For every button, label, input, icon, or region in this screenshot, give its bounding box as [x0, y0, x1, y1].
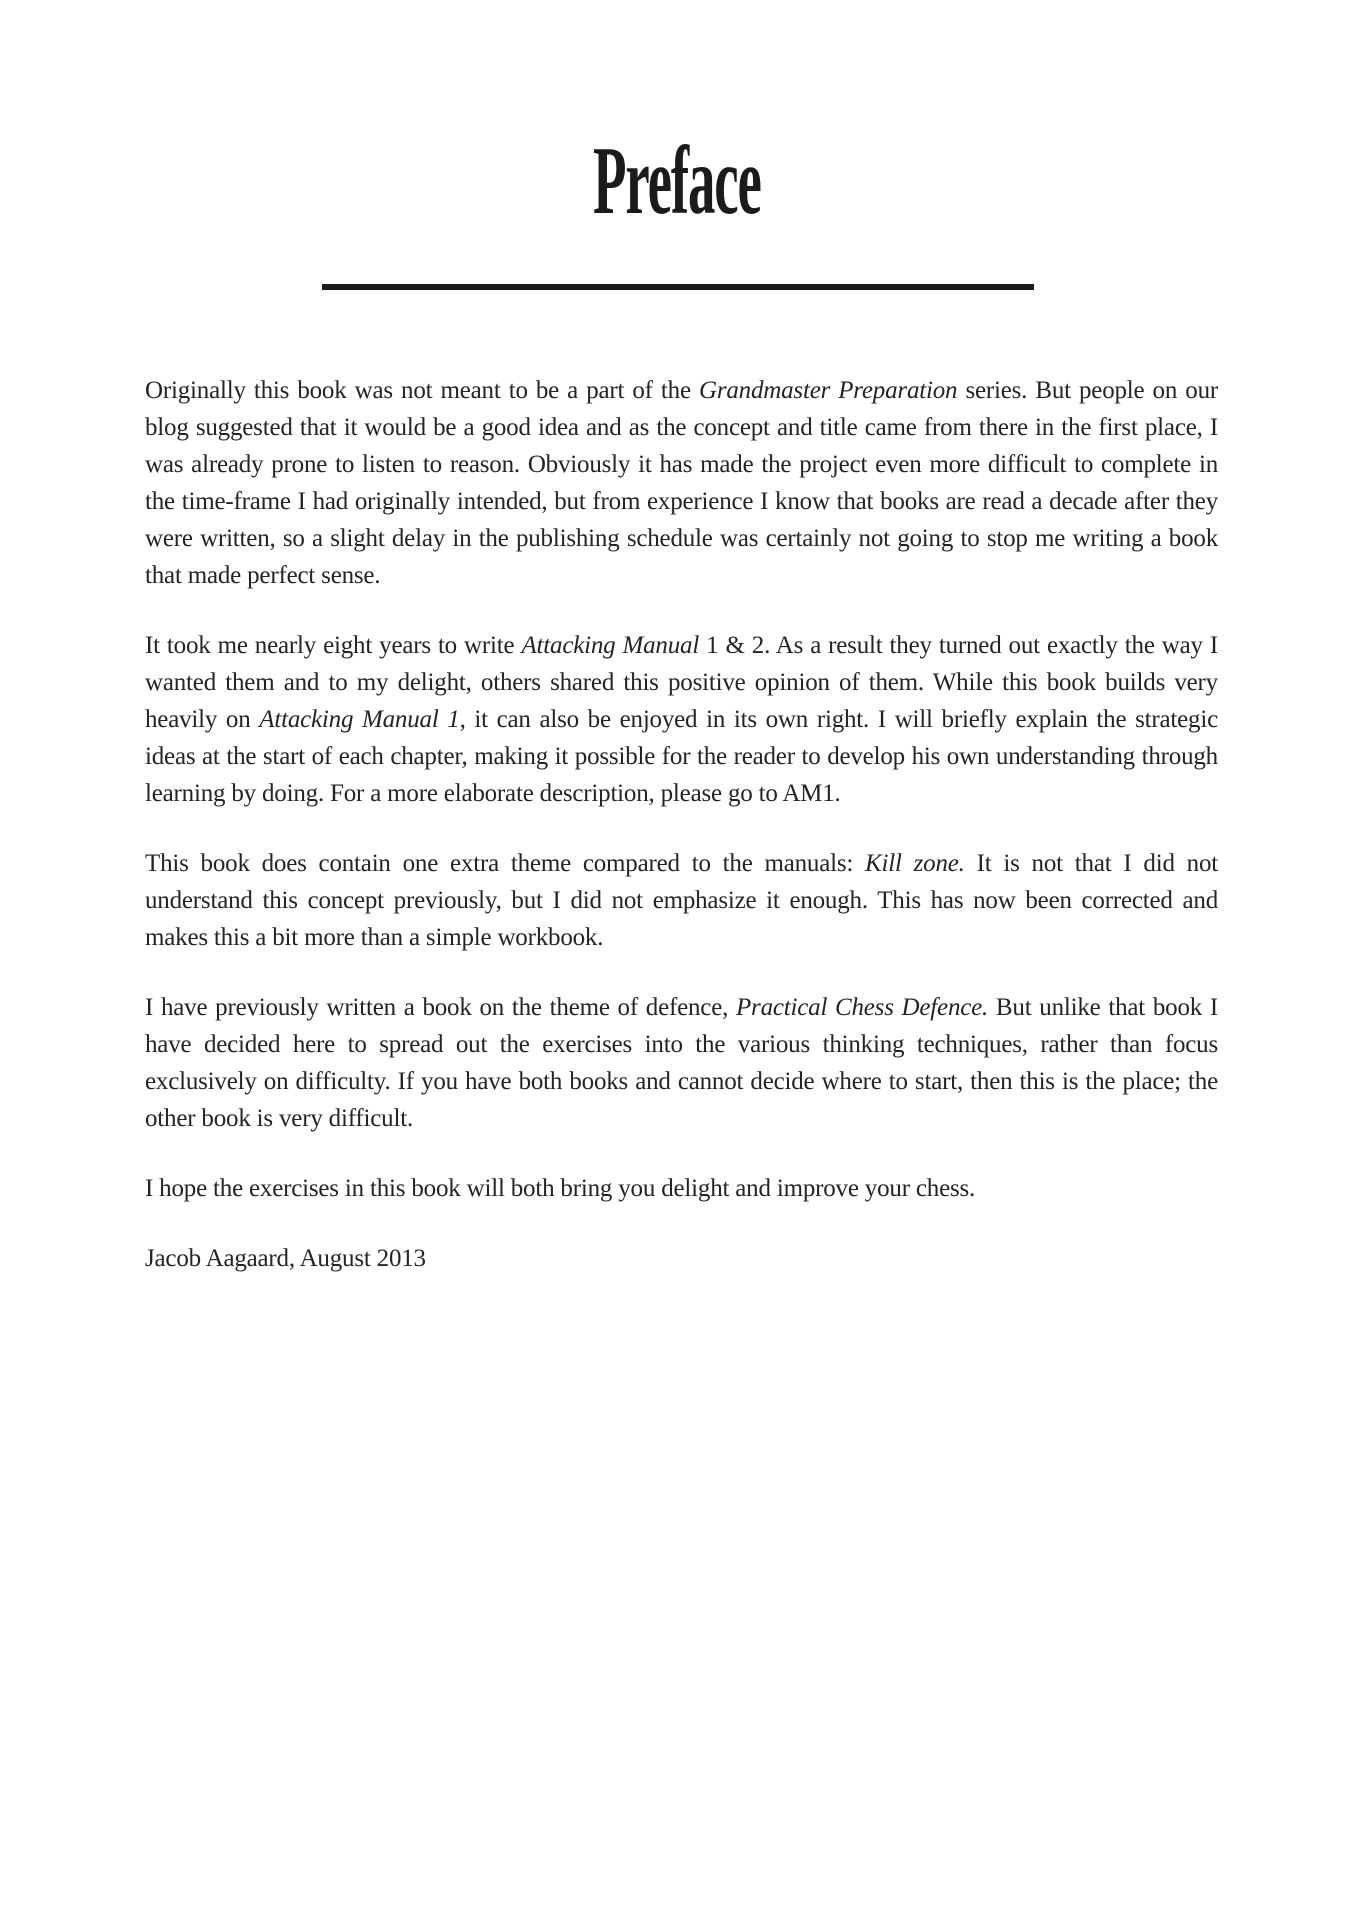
text-run: Originally this book was not meant to be a part of the	[145, 377, 699, 404]
text-run: , it can also be enjoyed in its own right. I will briefly explain the strategic ideas at the start of each chapter, making it possible for the reader to develop his own understanding through learning by doing. For a more elaborate description, please go to AM1.	[145, 706, 1218, 807]
book-title-italic: Attacking Manual	[521, 632, 700, 659]
text-run: series. But people on our blog suggested that it would be a good idea and as the concept and title came from there in the first place, I was already prone to listen to reason. Obviously it has made the project even more difficult to complete in the time-frame I had originally intended, but from experience I know that books are read a decade after they were written, so a slight delay in the publishing schedule was certainly not going to stop me writing a book that made perfect sense.	[145, 377, 1218, 589]
title-divider-rule	[322, 284, 1034, 290]
paragraph-2	[145, 627, 1218, 812]
author-signature: Jacob Aagaard, August 2013	[145, 1245, 426, 1272]
page-title-text: Preface	[593, 127, 761, 235]
text-run: This book does contain one extra theme compared to the manuals:	[145, 850, 866, 877]
text-run: I hope the exercises in this book will both bring you delight and improve your chess.	[145, 1175, 976, 1202]
paragraph-3	[145, 845, 1218, 956]
book-title-italic: Attacking Manual 1	[259, 706, 460, 733]
text-run: It took me nearly eight years to write	[145, 632, 522, 659]
text-run: But unlike that book I have decided here to spread out the exercises into the various thinking techniques, rather than focus exclusively on difficulty. If you have both books and cannot decide where to start, then this is the place; the other book is very difficult.	[145, 994, 1219, 1132]
theme-name-italic: Kill zone.	[865, 850, 965, 877]
paragraph-4	[145, 989, 1218, 1137]
series-title-italic: Grandmaster Preparation	[698, 377, 958, 404]
book-title-italic: Practical Chess Defence.	[735, 994, 989, 1021]
closing-line	[145, 1170, 1218, 1207]
page-title	[0, 127, 1354, 235]
text-run: 1 & 2. As a result they turned out exactly the way I wanted them and to my delight, others shared this positive opinion of them. While this book builds very heavily on	[145, 632, 1218, 733]
preface-body	[145, 372, 1218, 1310]
paragraph-1	[145, 372, 1218, 594]
text-run: It is not that I did not understand this concept previously, but I did not emphasize it enough. This has now been corrected and makes this a bit more than a simple workbook.	[145, 850, 1218, 951]
signature-line	[145, 1240, 1218, 1277]
text-run: I have previously written a book on the theme of defence,	[145, 994, 736, 1021]
